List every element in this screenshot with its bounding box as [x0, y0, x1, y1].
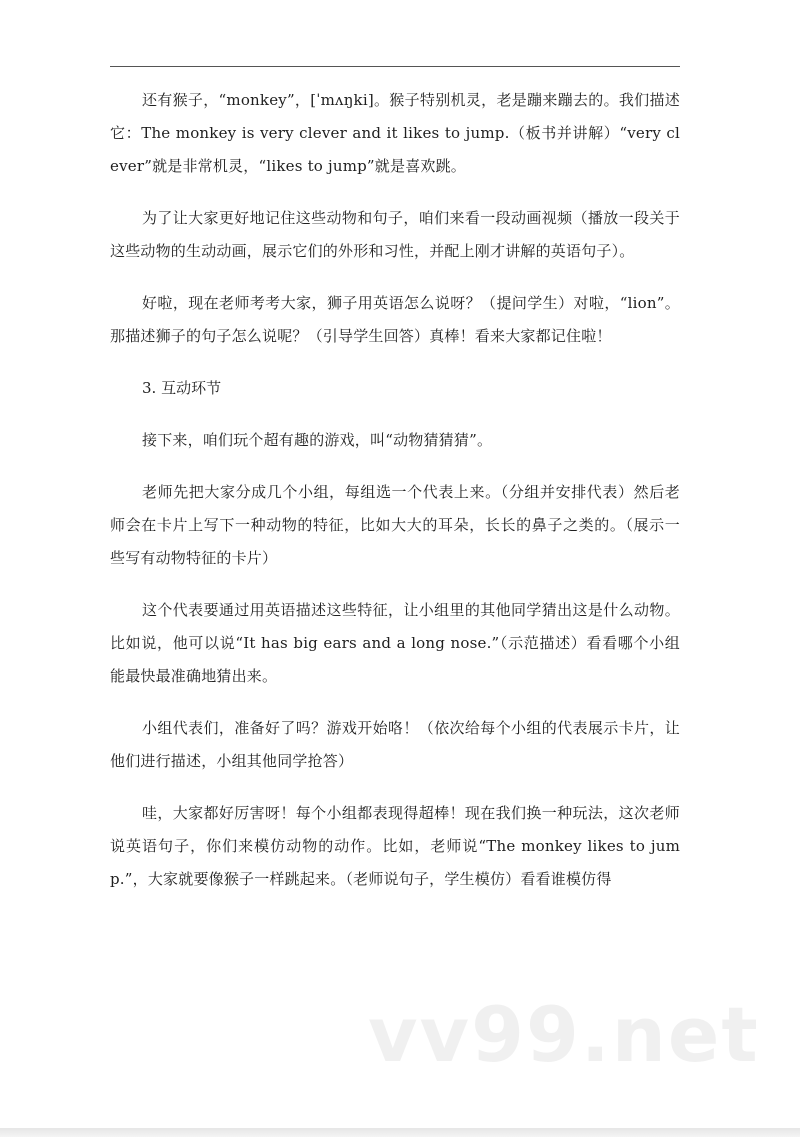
document-body — [110, 84, 680, 896]
watermark: vv99.net — [368, 990, 760, 1079]
page-bottom-edge — [0, 1128, 800, 1137]
paragraph-group-setup: 老师先把大家分成几个小组，每组选一个代表上来。（分组并安排代表）然后老师会在卡片上写下一种动物的特征，比如大大的耳朵，长长的鼻子之类的。（展示一些写有动物特征的卡片） — [110, 483, 680, 567]
paragraph-monkey: 还有猴子，“monkey”，[ˈmʌŋki]。猴子特别机灵，老是蹦来蹦去的。我们描述它：The monkey is very clever and it likes to jump.（板书并讲解）“very clever”就是非常机灵，“likes to jump”就是喜欢跳。 — [110, 91, 680, 175]
paragraph-imitate-animals: 哇，大家都好厉害呀！每个小组都表现得超棒！现在我们换一种玩法，这次老师说英语句子，你们来模仿动物的动作。比如，老师说“The monkey likes to jump.”，大家就要像猴子一样跳起来。（老师说句子，学生模仿）看看谁模仿得 — [110, 804, 680, 888]
paragraph-game-intro: 接下来，咱们玩个超有趣的游戏，叫“动物猜猜猜”。 — [142, 431, 493, 449]
paragraph-animation-video: 为了让大家更好地记住这些动物和句子，咱们来看一段动画视频（播放一段关于这些动物的生动动画，展示它们的外形和习性，并配上刚才讲解的英语句子）。 — [110, 209, 680, 260]
paragraph-game-start: 小组代表们，准备好了吗？游戏开始咯！（依次给每个小组的代表展示卡片，让他们进行描述，小组其他同学抢答） — [110, 719, 680, 770]
header-rule — [110, 66, 680, 67]
paragraph-lion-quiz: 好啦，现在老师考考大家，狮子用英语怎么说呀？（提问学生）对啦，“lion”。那描述狮子的句子怎么说呢？（引导学生回答）真棒！看来大家都记住啦！ — [110, 294, 680, 345]
paragraph-describe-features: 这个代表要通过用英语描述这些特征，让小组里的其他同学猜出这是什么动物。比如说，他可以说“It has big ears and a long nose.”（示范描述）看看哪个小组能最快最准确地猜出来。 — [110, 601, 680, 685]
section-heading: 3. 互动环节 — [142, 379, 222, 397]
